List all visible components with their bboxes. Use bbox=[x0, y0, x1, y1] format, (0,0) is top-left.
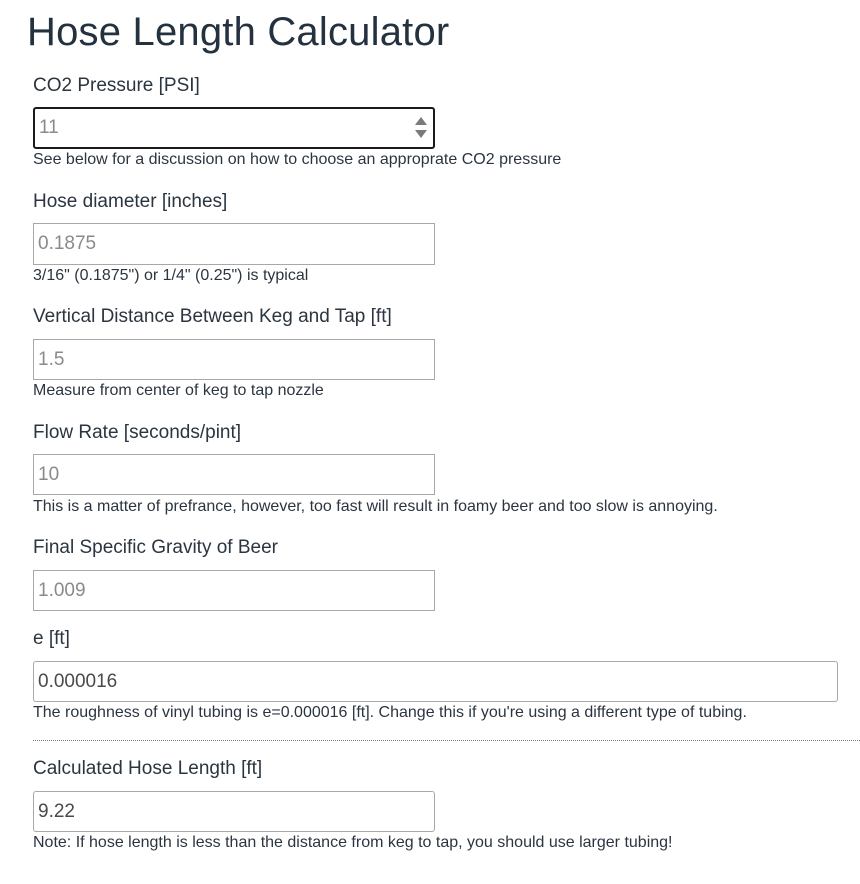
spinner-up-icon[interactable] bbox=[415, 117, 427, 125]
final-gravity-field[interactable] bbox=[33, 570, 435, 611]
final-gravity-label: Final Specific Gravity of Beer bbox=[33, 537, 278, 558]
flow-rate-field[interactable] bbox=[33, 454, 435, 495]
hose-diameter-field[interactable] bbox=[33, 223, 435, 265]
hose-length-label: Calculated Hose Length [ft] bbox=[33, 758, 263, 779]
page-title: Hose Length Calculator bbox=[27, 10, 450, 54]
hose-diameter-input[interactable] bbox=[34, 224, 434, 264]
hose-length-note: Note: If hose length is less than the distance from keg to tap, you should use larger tubing! bbox=[33, 834, 673, 851]
roughness-help: The roughness of vinyl tubing is e=0.000016 [ft]. Change this if you're using a different type of tubing. bbox=[33, 704, 747, 721]
vertical-distance-field[interactable] bbox=[33, 339, 435, 380]
flow-rate-label: Flow Rate [seconds/pint] bbox=[33, 422, 242, 443]
flow-rate-help: This is a matter of prefrance, however, too fast will result in foamy beer and too slow is annoying. bbox=[33, 498, 718, 515]
hose-diameter-help: 3/16" (0.1875") or 1/4" (0.25") is typical bbox=[33, 267, 309, 284]
flow-rate-input[interactable] bbox=[34, 455, 434, 494]
co2-pressure-label: CO2 Pressure [PSI] bbox=[33, 75, 200, 96]
vertical-distance-help: Measure from center of keg to tap nozzle bbox=[33, 382, 324, 399]
vertical-distance-input[interactable] bbox=[34, 340, 434, 379]
final-gravity-input[interactable] bbox=[34, 571, 434, 610]
roughness-input[interactable] bbox=[34, 662, 837, 701]
hose-length-field[interactable] bbox=[33, 791, 435, 832]
vertical-distance-label: Vertical Distance Between Keg and Tap [ft] bbox=[33, 306, 392, 327]
hose-diameter-label: Hose diameter [inches] bbox=[33, 191, 228, 212]
hose-length-output[interactable] bbox=[34, 792, 434, 831]
roughness-field[interactable] bbox=[33, 661, 838, 702]
section-divider bbox=[33, 740, 860, 741]
number-spinner-icon[interactable] bbox=[415, 115, 427, 141]
spinner-down-icon[interactable] bbox=[415, 130, 427, 138]
co2-pressure-field[interactable] bbox=[33, 107, 435, 149]
co2-pressure-help: See below for a discussion on how to choose an approprate CO2 pressure bbox=[33, 151, 562, 168]
co2-pressure-input[interactable] bbox=[35, 109, 433, 147]
roughness-label: e [ft] bbox=[33, 628, 70, 649]
